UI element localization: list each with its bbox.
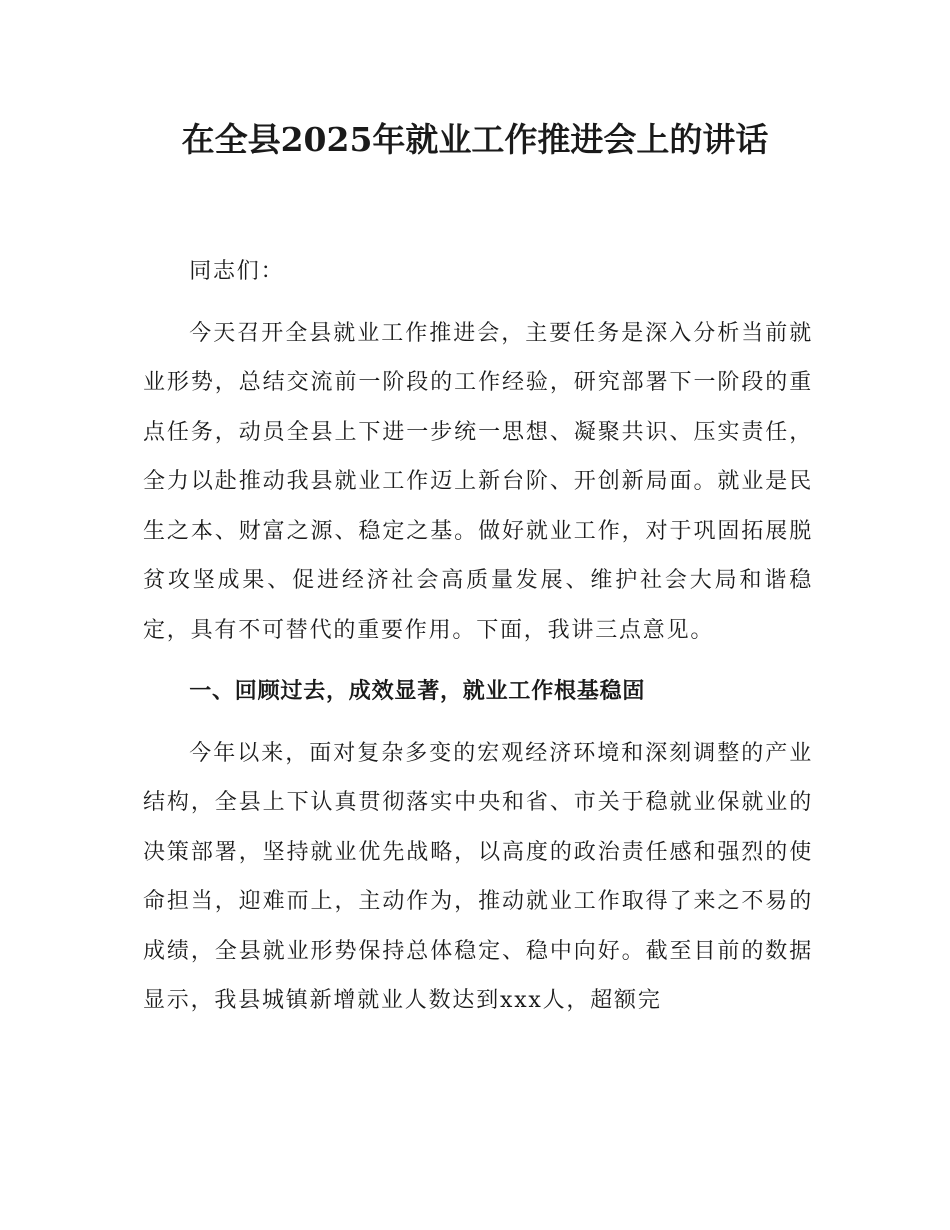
paragraph: 今年以来，面对复杂多变的宏观经济环境和深刻调整的产业结构，全县上下认真贯彻落实中央和省、市关于稳就业保就业的决策部署，坚持就业优先战略，以高度的政治责任感和强烈的使命担当，迎难而上，主动作为，推动就业工作取得了来之不易的成绩，全县就业形势保持总体稳定、稳中向好。截至目前的数据显示，我县城镇新增就业人数达到xxx人，超额完: [143, 740, 813, 1013]
section-heading: 一、回顾过去，成效显著，就业工作根基稳固: [189, 679, 646, 704]
salutation: 同志们：: [189, 259, 285, 284]
paragraph: 今天召开全县就业工作推进会，主要任务是深入分析当前就业形势，总结交流前一阶段的工作经验，研究部署下一阶段的重点任务，动员全县上下进一步统一思想、凝聚共识、压实责任，全力以赴推动我县就业工作迈上新台阶、开创新局面。就业是民生之本、财富之源、稳定之基。做好就业工作，对于巩固拓展脱贫攻坚成果、促进经济社会高质量发展、维护社会大局和谐稳定，具有不可替代的重要作用。下面，我讲三点意见。: [143, 320, 813, 643]
document-body: [143, 247, 813, 1026]
document-title: 在全县2025年就业工作推进会上的讲话: [181, 120, 769, 159]
